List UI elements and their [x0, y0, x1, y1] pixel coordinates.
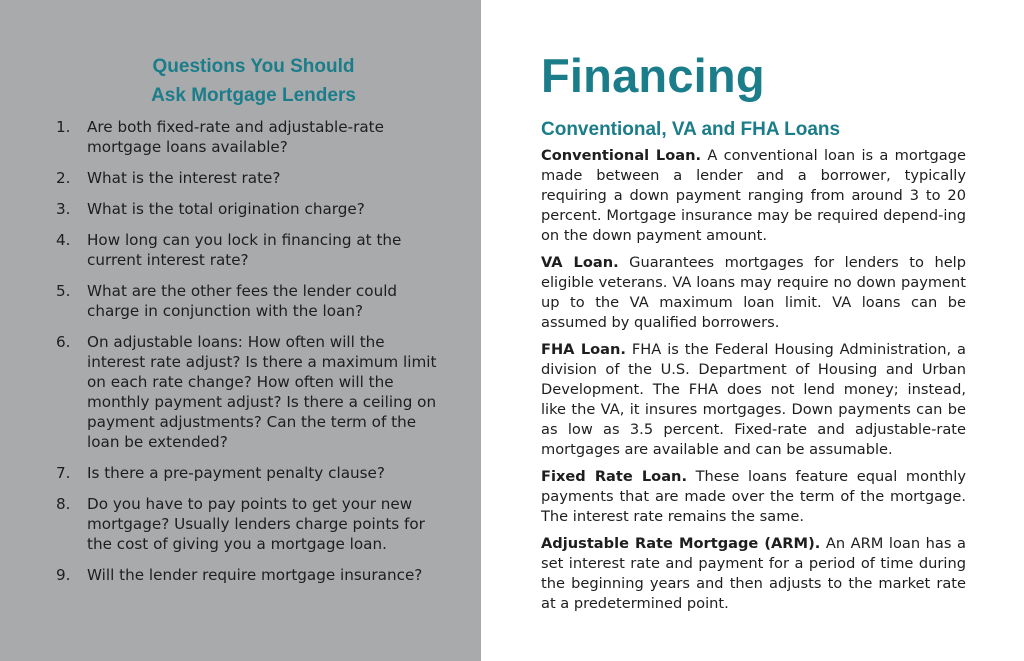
questions-list — [56, 117, 451, 585]
question-number: 3. — [56, 200, 71, 218]
question-item — [56, 463, 451, 483]
question-text: What is the interest rate? — [87, 169, 281, 187]
questions-panel — [0, 0, 481, 661]
question-item — [56, 117, 451, 157]
question-text: How long can you lock in financing at the current interest rate? — [87, 231, 402, 269]
question-text: Is there a pre-payment penalty clause? — [87, 464, 385, 482]
question-number: 9. — [56, 566, 71, 584]
question-number: 1. — [56, 118, 71, 136]
paragraph-lead: VA Loan. — [541, 254, 619, 271]
question-text: On adjustable loans: How often will the interest rate adjust? Is there a maximum limit on each rate change? How often will the monthly payment adjust? Is there a ceiling on payment adjustments? Can the term of the loan be extended? — [87, 333, 437, 451]
question-number: 6. — [56, 333, 71, 351]
paragraph-body: FHA is the Federal Housing Administration, a division of the U.S. Department of Housing and Urban Development. The FHA does not lend money; instead, like the VA, it insures mortgages. Down payments can be as low as 3.5 percent. Fixed-rate and adjustable-rate mortgages are available and can be assumable. — [541, 341, 966, 458]
paragraph-body: A conventional loan is a mortgage made between a lender and a borrower, typically requiring a down payment ranging from around 3 to 20 percent. Mortgage insurance may be required depend-ing on the down payment amount. — [541, 147, 966, 244]
financing-panel — [481, 0, 1024, 661]
fixed-rate-loan-paragraph — [541, 467, 966, 527]
question-number: 2. — [56, 169, 71, 187]
questions-heading-line1: Questions You Should — [152, 56, 355, 77]
question-text: What are the other fees the lender could charge in conjunction with the loan? — [87, 282, 398, 320]
question-item — [56, 199, 451, 219]
question-number: 7. — [56, 464, 71, 482]
question-text: What is the total origination charge? — [87, 200, 365, 218]
page-title: Financing — [541, 49, 765, 102]
questions-heading-line2: Ask Mortgage Lenders — [151, 85, 356, 106]
paragraph-lead: FHA Loan. — [541, 341, 626, 358]
question-text: Do you have to pay points to get your new mortgage? Usually lenders charge points for the cost of giving you a mortgage loan. — [87, 495, 425, 553]
paragraph-lead: Fixed Rate Loan. — [541, 468, 687, 485]
paragraph-lead: Adjustable Rate Mortgage (ARM). — [541, 535, 821, 552]
question-item — [56, 565, 451, 585]
va-loan-paragraph — [541, 253, 966, 333]
question-number: 4. — [56, 231, 71, 249]
question-text: Will the lender require mortgage insurance? — [87, 566, 423, 584]
paragraph-lead: Conventional Loan. — [541, 147, 702, 164]
question-item — [56, 230, 451, 270]
section-subheading: Conventional, VA and FHA Loans — [541, 119, 841, 140]
fha-loan-paragraph — [541, 340, 966, 460]
question-number: 8. — [56, 495, 71, 513]
question-item — [56, 281, 451, 321]
paragraph-body: These loans feature equal monthly payments that are made over the term of the mortgage. The interest rate remains the same. — [541, 468, 966, 525]
question-item — [56, 332, 451, 452]
question-number: 5. — [56, 282, 71, 300]
arm-loan-paragraph — [541, 534, 966, 614]
paragraph-body: Guarantees mortgages for lenders to help eligible veterans. VA loans may require no down payment up to the VA maximum loan limit. VA loans can be assumed by qualified borrowers. — [541, 254, 966, 331]
question-item — [56, 168, 451, 188]
question-text: Are both fixed-rate and adjustable-rate mortgage loans available? — [87, 118, 384, 156]
questions-heading — [56, 52, 451, 110]
paragraph-body: An ARM loan has a set interest rate and payment for a period of time during the beginning years and then adjusts to the market rate at a predetermined point. — [541, 535, 966, 612]
question-item — [56, 494, 451, 554]
conventional-loan-paragraph — [541, 146, 966, 246]
